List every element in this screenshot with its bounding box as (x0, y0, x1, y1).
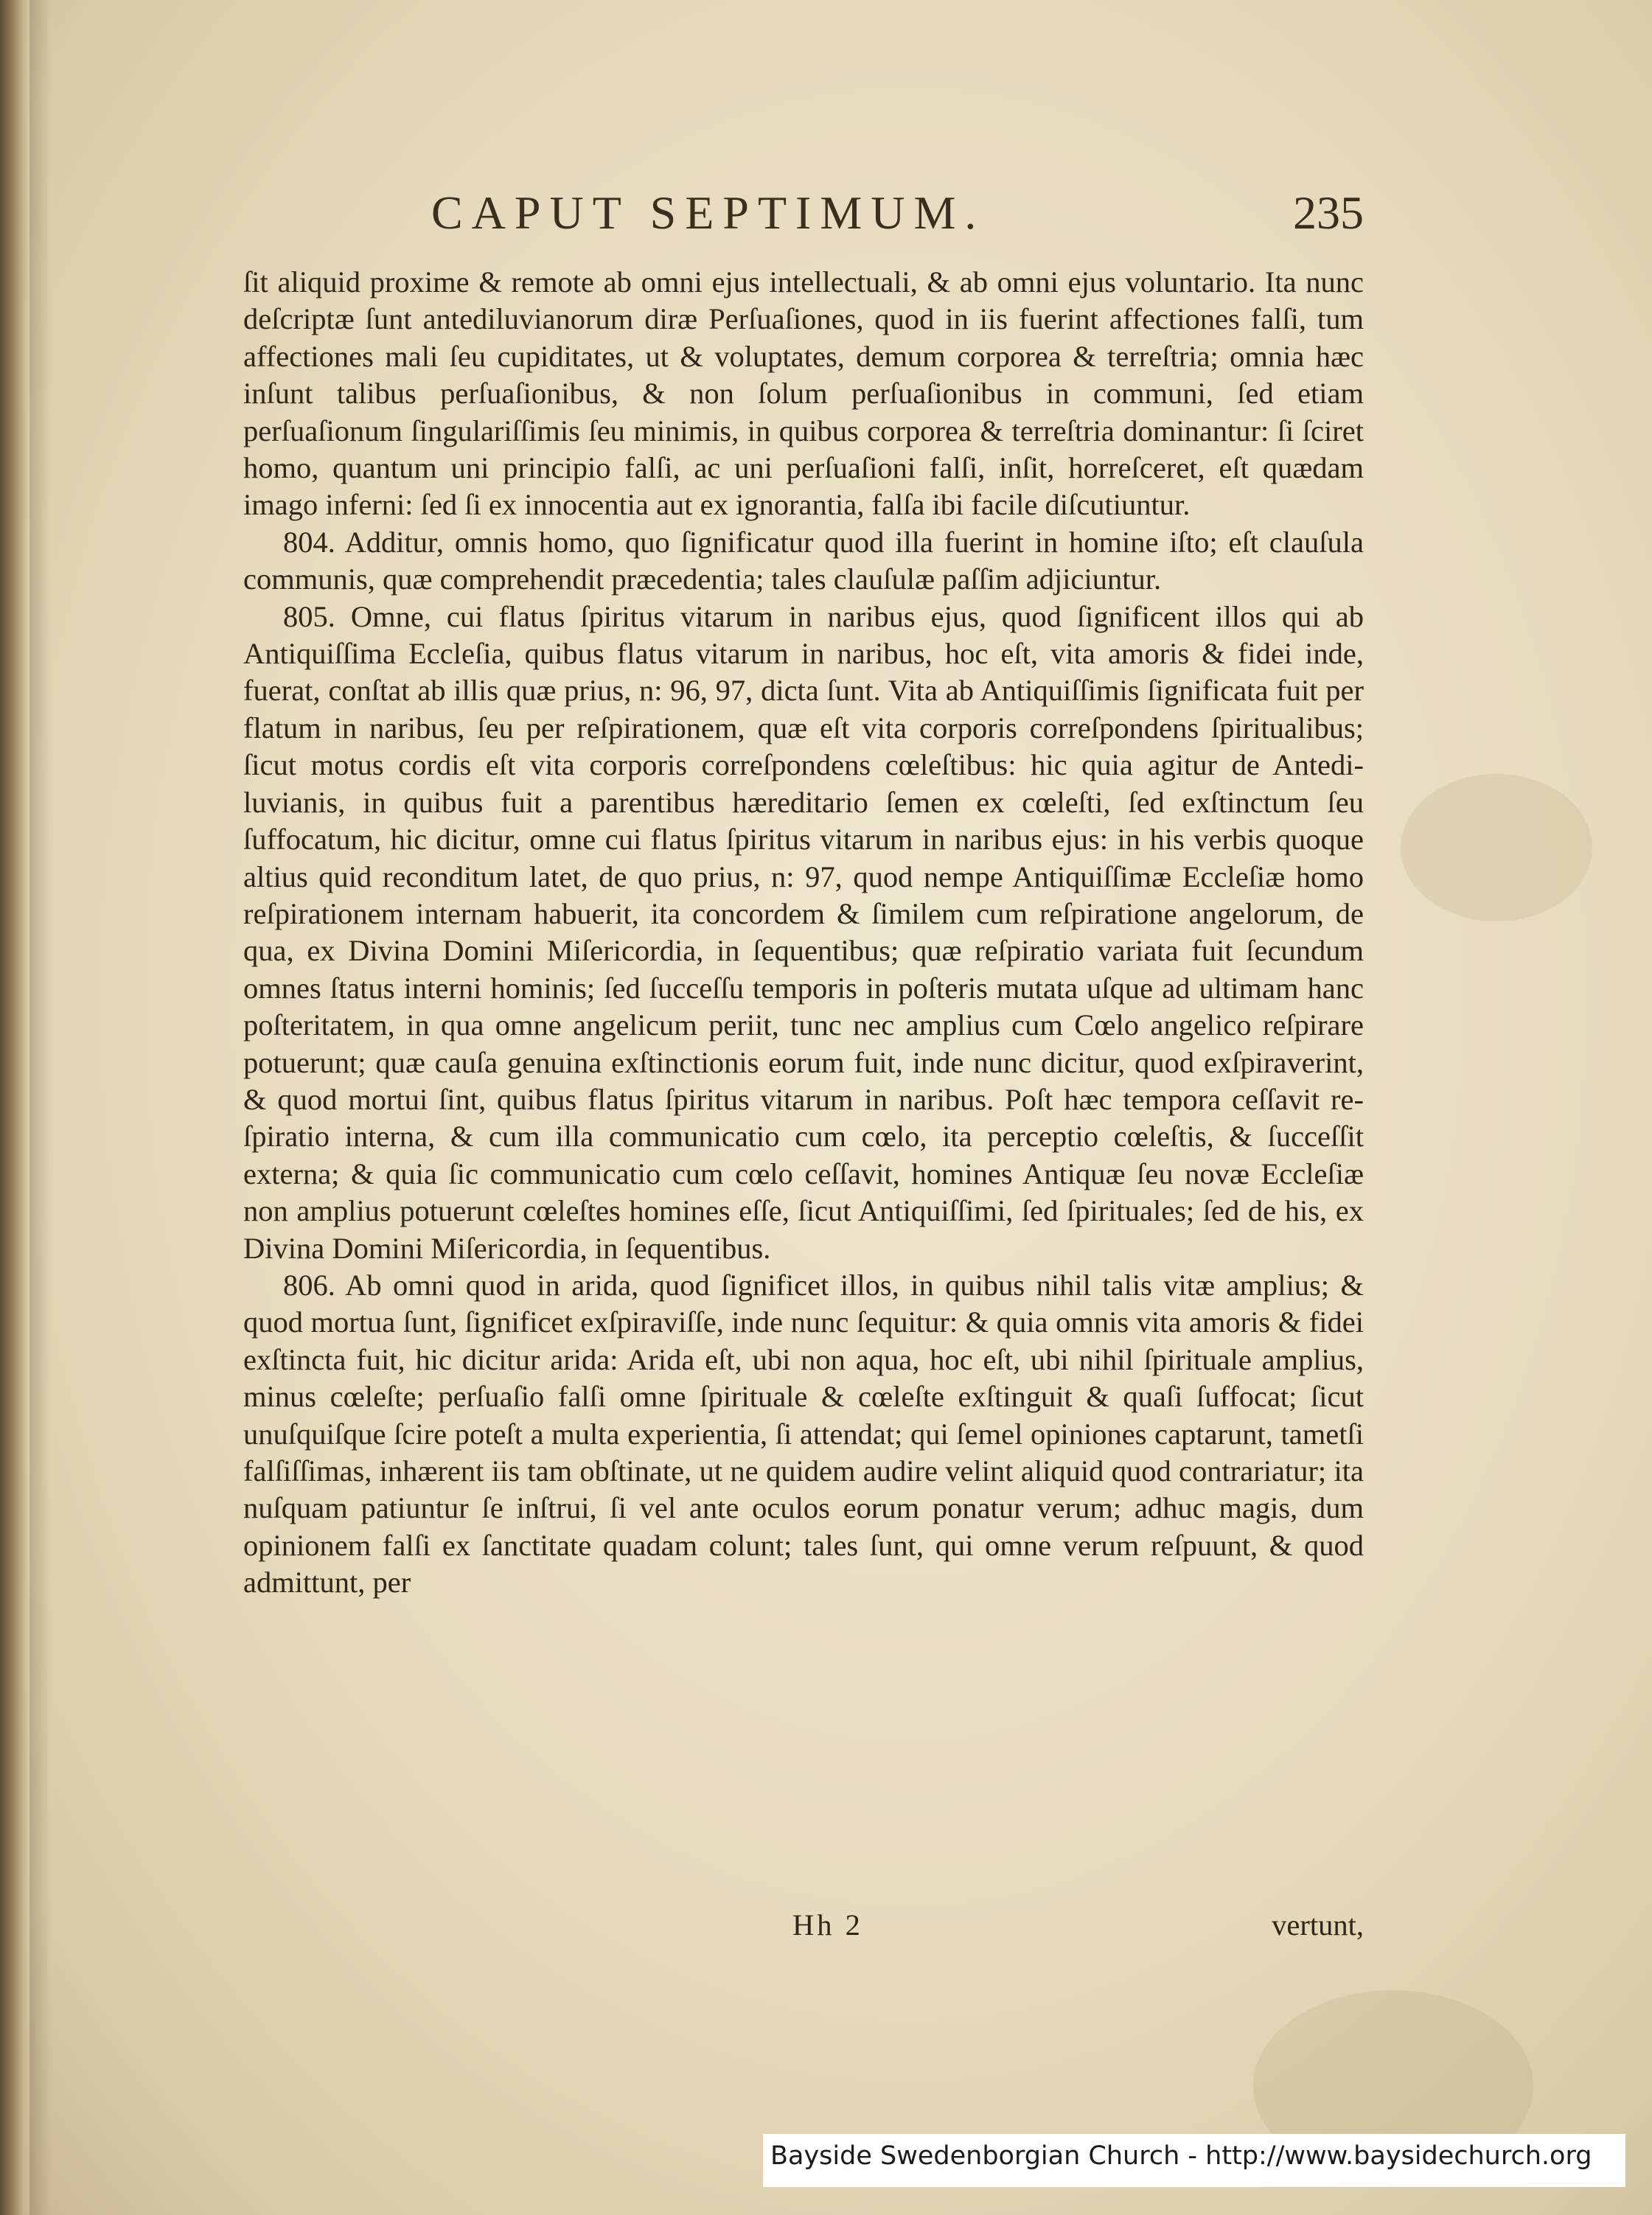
page-header (243, 177, 1364, 243)
paragraph-804: 804. Additur, omnis homo, quo ſignificatur quod illa fuerint in homine iſto; eſt clauſula communis, quæ comprehendit præcedentia; tales clauſulæ paſſim adjiciuntur. (243, 525, 1364, 596)
paragraph-805: 805. Omne, cui flatus ſpiritus vitarum in naribus ejus, quod ſignificent illos qui ab Antiquiſſima Eccleſia, quibus flatus vitarum in naribus, hoc eſt, vita amoris & fidei inde, fuerat, conſtat ab illis quæ prius, n: 96, 97, dicta ſunt. Vita ab Antiquiſſimis ſignificata fuit per flatum in naribus, ſeu per reſpirationem, quæ eſt vita corporis correſpondens ſpiritualibus; ſicut motus cordis eſt vita corporis correſpondens cœleſtibus: hic quia agitur de Antediluvianis, in quibus fuit a parentibus hæreditario ſemen ex cœleſti, ſed exſtinctum ſeu ſuffocatum, hic dicitur, omne cui flatus ſpiritus vitarum in naribus ejus: in his verbis quoque altius quid reconditum latet, de quo prius, n: 97, quod nempe Antiquiſſimæ Eccleſiæ homo reſpirationem internam habuerit, ita concordem & ſimilem cum reſpiratione angelorum, de qua, ex Divina Domini Miſericordia, in ſequentibus; quæ reſpiratio variata fuit ſecundum omnes ſtatus interni hominis; ſed ſucceſſu temporis in poſteris mutata uſque ad ultimam hanc poſteritatem, in qua omne angelicum periit, tunc nec amplius cum Cœlo angelico reſpirare potuerunt; quæ cauſa genuina exſtinctionis eorum fuit, inde nunc dicitur, quod exſpiraverint, & quod mortui ſint, quibus flatus ſpiritus vitarum in naribus. Poſt hæc tempora ceſſavit reſpiratio interna, & cum illa communicatio cum cœlo, ita perceptio cœleſtis, & ſucceſſit externa; & quia ſic communicatio cum cœlo ceſſavit, homines Antiquæ ſeu novæ Eccleſiæ non amplius potuerunt cœleſtes homines eſſe, ſicut Antiquiſſimi, ſed ſpirituales; ſed de his, ex Divina Domini Miſericordia, in ſequentibus. (243, 599, 1364, 1265)
body-text (243, 264, 1364, 1602)
running-head: CAPUT SEPTIMUM. (431, 186, 986, 239)
paragraph-806: 806. Ab omni quod in arida, quod ſignificet illos, in quibus nihil talis vitæ amplius; & quod mortua ſunt, ſignificet exſpiraviſſe, inde nunc ſequitur: & quia omnis vita amoris & fidei exſtincta fuit, hic dicitur arida: Arida eſt, ubi non aqua, hoc eſt, ubi nihil ſpirituale amplius, minus cœleſte; perſuaſio falſi omne ſpirituale & cœleſte exſtinguit & quaſi ſuffocat; ſicut unuſquiſque ſcire poteſt a multa experientia, ſi attendat; qui ſemel opiniones captarunt, tametſi falſiſſimas, inhærent iis tam obſtinate, ut ne quidem audire velint aliquid quod contrariatur; ita nuſquam patiuntur ſe inſtrui, ſi vel ante oculos eorum ponatur verum; adhuc magis, dum opinionem falſi ex ſanctitate quadam colunt; tales ſunt, qui omne verum reſpuunt, & quod admittunt, per (243, 1268, 1364, 1600)
book-gutter (0, 0, 29, 2215)
paper-stain (1401, 774, 1592, 921)
page-footer (243, 1908, 1364, 1952)
gutter-shadow (29, 0, 52, 2215)
paragraph-continuation: ſit aliquid proxime & remote ab omni ejus intellectuali, & ab omni ejus voluntario. Ita nunc deſcriptæ ſunt antediluvianorum diræ Perſuaſiones, quod in iis fuerint affectiones falſi, tum affectiones mali ſeu cupiditates, ut & voluptates, demum corporea & terreſtria; omnia hæc inſunt talibus perſuaſionibus, & non ſolum perſuaſionibus in communi, ſed etiam perſuaſionum ſingulariſſimis ſeu minimis, in quibus corporea & terreſtria dominantur: ſi ſciret homo, quantum uni principio falſi, ac uni perſuaſioni falſi, inſit, horreſceret, eſt quædam imago inferni: ſed ſi ex innocentia aut ex ignorantia, falſa ibi facile diſcutiuntur. (243, 265, 1364, 522)
signature-mark: Hh 2 (792, 1908, 863, 1942)
catchword: vertunt, (1272, 1908, 1364, 1942)
watermark-text: Bayside Swedenborgian Church - http://www.baysidechurch.org (770, 2141, 1592, 2171)
page-number: 235 (1293, 186, 1364, 239)
watermark-banner (763, 2134, 1625, 2187)
